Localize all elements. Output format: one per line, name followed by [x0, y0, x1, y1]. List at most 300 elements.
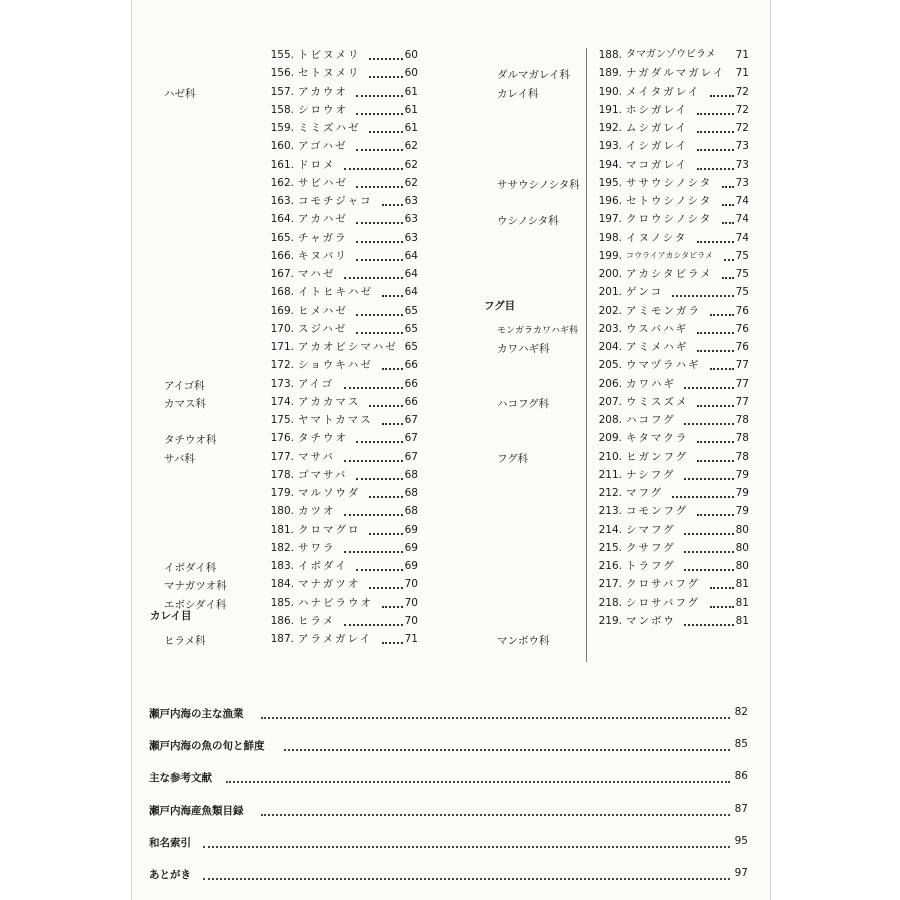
- entry-number: 187.: [270, 633, 294, 645]
- entry-name: ヒラメ: [298, 614, 336, 627]
- entry-number: 198.: [598, 231, 622, 244]
- leader-dots: [697, 168, 734, 170]
- entry-name: ヤマトカマス: [298, 414, 373, 426]
- entry-page-number: 73: [735, 158, 749, 171]
- entry-name: シマフグ: [626, 523, 676, 536]
- leader-dots: [344, 460, 403, 462]
- leader-dots: [356, 149, 403, 151]
- entry-number: 160.: [270, 140, 294, 153]
- leader-dots: [684, 478, 734, 480]
- leader-dots: [356, 569, 403, 571]
- family-heading: タチウオ科: [164, 434, 217, 447]
- entry-page-number: 60: [404, 49, 418, 61]
- entry-page-number: 64: [404, 286, 418, 299]
- entry-name: セトウシノシタ: [626, 195, 713, 207]
- toc-entry[interactable]: [149, 738, 748, 756]
- entry-name: アカオビシマハゼ: [298, 341, 398, 353]
- index-entry: [584, 192, 749, 210]
- entry-number: 211.: [598, 468, 622, 481]
- index-entry: [256, 119, 418, 137]
- index-entry: [584, 557, 749, 575]
- toc-title: 瀬戸内海産魚類目録: [149, 804, 244, 817]
- entry-page-number: 69: [404, 541, 418, 554]
- leader-dots: [344, 168, 403, 170]
- index-entry: [584, 302, 749, 320]
- entry-name: サビハゼ: [298, 176, 348, 189]
- index-entry: [584, 46, 749, 64]
- entry-name: アミメハギ: [626, 341, 689, 353]
- leader-dots: [369, 405, 403, 407]
- entry-name: トラフグ: [626, 560, 676, 572]
- entry-number: 191.: [598, 103, 622, 116]
- family-heading: イボダイ科: [164, 562, 217, 574]
- leader-dots: [684, 533, 734, 535]
- toc-entry[interactable]: [149, 835, 748, 853]
- entry-number: 167.: [270, 268, 294, 280]
- entry-name: アカハゼ: [298, 213, 348, 226]
- index-entry: [256, 83, 418, 101]
- entry-number: 190.: [598, 85, 622, 98]
- index-entry: [256, 356, 418, 374]
- toc-page-number: 97: [734, 867, 748, 879]
- toc-title: あとがき: [149, 869, 191, 881]
- entry-name: コウライアカシタビラメ: [626, 250, 713, 260]
- entry-name: タチウオ: [298, 432, 348, 445]
- index-entry: [256, 174, 418, 192]
- entry-page-number: 78: [735, 450, 749, 463]
- index-entry: [256, 393, 418, 411]
- entry-page-number: 68: [404, 505, 418, 518]
- entry-number: 163.: [270, 195, 294, 207]
- index-entry: [256, 338, 418, 356]
- index-entry: [256, 594, 418, 612]
- index-entry: [256, 229, 418, 247]
- toc-page-number: 87: [734, 802, 748, 815]
- index-entry: [584, 137, 749, 155]
- toc-page-number: 95: [734, 834, 748, 847]
- leader-dots: [722, 222, 734, 224]
- index-entry: [256, 630, 418, 648]
- family-heading: マナガツオ科: [164, 580, 227, 593]
- entry-name: マフグ: [626, 487, 664, 499]
- leader-dots: [684, 551, 734, 553]
- entry-number: 195.: [598, 176, 622, 189]
- leader-dots: [369, 76, 403, 78]
- entry-page-number: 65: [404, 322, 418, 335]
- leader-dots: [356, 113, 403, 115]
- index-entry: [584, 64, 749, 82]
- leader-dots: [369, 533, 403, 535]
- order-heading: フグ目: [484, 299, 516, 312]
- leader-dots: [356, 259, 403, 261]
- entry-page-number: 76: [735, 322, 749, 335]
- index-entry: [584, 174, 749, 192]
- leader-dots: [710, 95, 734, 97]
- entry-number: 208.: [598, 414, 622, 426]
- leader-dots: [710, 587, 734, 589]
- entry-page-number: 71: [404, 633, 418, 645]
- leader-dots: [697, 405, 734, 407]
- toc-title: 和名索引: [149, 836, 191, 849]
- entry-page-number: 62: [404, 140, 418, 153]
- entry-page-number: 77: [735, 377, 749, 390]
- toc-entry[interactable]: [149, 706, 748, 724]
- index-entry: [256, 448, 418, 466]
- entry-name: ウマヅラハギ: [626, 359, 701, 372]
- entry-name: アゴハゼ: [298, 140, 348, 153]
- entry-page-number: 79: [735, 505, 749, 518]
- entry-number: 172.: [270, 359, 294, 372]
- family-heading: フグ科: [497, 452, 529, 465]
- entry-number: 192.: [598, 122, 622, 134]
- index-entry: [584, 283, 749, 301]
- index-entry: [584, 338, 749, 356]
- entry-name: イシガレイ: [626, 140, 688, 153]
- entry-number: 214.: [598, 523, 622, 536]
- family-heading: マンボウ科: [497, 635, 550, 647]
- family-heading: アイゴ科: [164, 379, 205, 392]
- entry-page-number: 75: [735, 249, 749, 262]
- entry-name: タマガンゾウビラメ: [626, 49, 716, 60]
- entry-name: ナシフグ: [626, 468, 676, 481]
- entry-name: チャガラ: [298, 231, 348, 244]
- entry-number: 185.: [270, 596, 294, 609]
- index-entry: [256, 575, 418, 593]
- entry-name: トビヌメリ: [298, 49, 361, 61]
- index-entry: [256, 247, 418, 265]
- leader-dots: [344, 551, 403, 553]
- index-entry: [584, 539, 749, 557]
- entry-name: イボダイ: [298, 560, 348, 572]
- leader-dots: [697, 332, 734, 334]
- entry-page-number: 68: [404, 487, 418, 499]
- entry-number: 170.: [270, 322, 294, 335]
- toc-page-number: 85: [734, 738, 748, 751]
- entry-number: 217.: [598, 578, 622, 591]
- entry-number: 207.: [598, 395, 622, 408]
- leader-dots: [684, 423, 734, 425]
- entry-page-number: 75: [735, 268, 749, 280]
- index-entry: [584, 429, 749, 447]
- toc-page-number: 86: [734, 770, 748, 783]
- leader-dots: [369, 496, 403, 498]
- entry-page-number: 79: [735, 487, 749, 499]
- entry-number: 212.: [598, 487, 622, 499]
- index-entry: [256, 484, 418, 502]
- entry-name: ドロメ: [298, 158, 336, 171]
- entry-number: 155.: [270, 49, 294, 61]
- leader-dots: [697, 241, 734, 243]
- entry-name: ムシガレイ: [626, 122, 688, 134]
- entry-page-number: 70: [404, 614, 418, 627]
- entry-name: スジハゼ: [298, 322, 348, 335]
- index-entry: [256, 375, 418, 393]
- index-entry: [584, 229, 749, 247]
- index-entry: [584, 612, 749, 630]
- entry-name: マルソウダ: [298, 487, 361, 499]
- entry-name: ウスバハギ: [626, 322, 689, 335]
- toc-page-number: 82: [734, 706, 748, 718]
- entry-number: 201.: [598, 286, 622, 299]
- leader-dots: [284, 749, 731, 751]
- family-heading: カマス科: [164, 397, 206, 410]
- entry-page-number: 62: [404, 176, 418, 189]
- leader-dots: [356, 95, 403, 97]
- entry-name: キタマクラ: [626, 432, 689, 445]
- entry-page-number: 65: [404, 341, 418, 353]
- entry-name: イトヒキハゼ: [298, 286, 373, 299]
- entry-name: アミモンガラ: [626, 304, 701, 317]
- leader-dots: [226, 781, 730, 783]
- entry-page-number: 60: [404, 67, 418, 80]
- entry-page-number: 80: [735, 560, 749, 572]
- index-entry: [256, 612, 418, 630]
- entry-page-number: 77: [735, 359, 749, 372]
- entry-name: シロウオ: [298, 103, 348, 116]
- entry-number: 166.: [270, 249, 294, 262]
- entry-page-number: 79: [735, 468, 749, 481]
- index-entry: [584, 594, 749, 612]
- toc-entry[interactable]: [149, 867, 748, 885]
- index-entry: [584, 265, 749, 283]
- leader-dots: [672, 295, 734, 297]
- entry-number: 210.: [598, 450, 622, 463]
- entry-page-number: 63: [404, 195, 418, 207]
- entry-name: ミミズハゼ: [298, 122, 361, 134]
- entry-page-number: 62: [404, 158, 418, 171]
- entry-page-number: 68: [404, 468, 418, 481]
- entry-page-number: 63: [404, 213, 418, 226]
- index-entry: [256, 265, 418, 283]
- entry-number: 173.: [270, 377, 294, 390]
- family-heading: ウシノシタ科: [497, 215, 559, 228]
- entry-name: キヌバリ: [298, 249, 348, 262]
- entry-number: 183.: [270, 560, 294, 572]
- entry-name: クロマグロ: [298, 523, 361, 536]
- entry-number: 182.: [270, 541, 294, 554]
- entry-number: 200.: [598, 268, 622, 280]
- entry-name: カツオ: [298, 505, 336, 518]
- leader-dots: [203, 878, 730, 880]
- entry-name: ゲンコ: [626, 286, 664, 299]
- index-entry: [584, 375, 749, 393]
- entry-name: ホシガレイ: [626, 103, 688, 116]
- entry-page-number: 72: [735, 103, 749, 116]
- entry-name: マナガツオ: [298, 578, 361, 591]
- entry-name: マハゼ: [298, 268, 336, 280]
- entry-page-number: 66: [404, 359, 418, 372]
- entry-number: 219.: [598, 614, 622, 627]
- index-entry: [256, 502, 418, 520]
- index-entry: [256, 320, 418, 338]
- entry-number: 180.: [270, 505, 294, 518]
- entry-number: 199.: [598, 249, 622, 262]
- index-entry: [584, 393, 749, 411]
- family-heading: ヒラメ科: [164, 635, 206, 647]
- index-entry: [256, 137, 418, 155]
- index-entry: [256, 101, 418, 119]
- index-entry: [584, 521, 749, 539]
- entry-number: 175.: [270, 414, 294, 426]
- leader-dots: [369, 587, 403, 589]
- index-entry: [584, 502, 749, 520]
- entry-number: 179.: [270, 487, 294, 499]
- entry-number: 188.: [598, 49, 622, 61]
- index-entry: [256, 302, 418, 320]
- leader-dots: [344, 624, 403, 626]
- entry-page-number: 72: [735, 85, 749, 98]
- entry-number: 177.: [270, 450, 294, 463]
- entry-number: 205.: [598, 359, 622, 372]
- family-heading: カワハギ科: [497, 343, 550, 355]
- leader-dots: [697, 460, 734, 462]
- index-entry: [584, 210, 749, 228]
- leader-dots: [382, 204, 403, 206]
- leader-dots: [710, 606, 734, 608]
- family-heading: サバ科: [164, 452, 195, 465]
- entry-number: 165.: [270, 231, 294, 244]
- entry-number: 206.: [598, 377, 622, 390]
- leader-dots: [356, 222, 403, 224]
- entry-name: ショウキハゼ: [298, 359, 373, 372]
- leader-dots: [382, 642, 403, 644]
- leader-dots: [722, 186, 734, 188]
- entry-page-number: 71: [735, 67, 749, 80]
- entry-number: 162.: [270, 176, 294, 189]
- entry-name: アカシタビラメ: [626, 268, 713, 280]
- entry-number: 159.: [270, 122, 294, 134]
- entry-page-number: 65: [404, 304, 418, 317]
- family-heading: ササウシノシタ科: [497, 178, 580, 191]
- family-heading: ハゼ科: [164, 87, 196, 100]
- leader-dots: [356, 441, 403, 443]
- entry-name: マンボウ: [626, 614, 676, 627]
- entry-page-number: 69: [404, 523, 418, 536]
- entry-page-number: 70: [404, 578, 418, 591]
- entry-name: クロウシノシタ: [626, 213, 713, 226]
- entry-number: 169.: [270, 304, 294, 317]
- leader-dots: [697, 350, 734, 352]
- leader-dots: [356, 332, 403, 334]
- entry-page-number: 61: [404, 103, 418, 116]
- entry-name: アカカマス: [298, 395, 361, 408]
- entry-page-number: 74: [735, 195, 749, 207]
- entry-name: アカウオ: [298, 85, 348, 98]
- index-entry: [256, 156, 418, 174]
- leader-dots: [684, 387, 734, 389]
- index-entry: [256, 210, 418, 228]
- entry-page-number: 69: [404, 560, 418, 572]
- leader-dots: [710, 368, 734, 370]
- index-entry: [256, 192, 418, 210]
- entry-name: ササウシノシタ: [626, 176, 713, 189]
- leader-dots: [724, 259, 734, 261]
- entry-page-number: 73: [735, 140, 749, 153]
- family-heading: ハコフグ科: [497, 397, 550, 410]
- entry-name: ゴマサバ: [298, 468, 348, 481]
- leader-dots: [261, 717, 731, 719]
- leader-dots: [697, 514, 734, 516]
- entry-page-number: 67: [404, 432, 418, 445]
- entry-page-number: 81: [735, 596, 749, 609]
- leader-dots: [356, 314, 403, 316]
- entry-number: 218.: [598, 596, 622, 609]
- entry-number: 178.: [270, 468, 294, 481]
- index-entry: [256, 283, 418, 301]
- entry-number: 216.: [598, 560, 622, 572]
- entry-page-number: 81: [735, 614, 749, 627]
- leader-dots: [684, 569, 734, 571]
- entry-number: 181.: [270, 523, 294, 536]
- leader-dots: [722, 277, 734, 279]
- entry-page-number: 74: [735, 213, 749, 226]
- index-entry: [584, 156, 749, 174]
- entry-page-number: 64: [404, 249, 418, 262]
- leader-dots: [356, 186, 403, 188]
- leader-dots: [344, 277, 403, 279]
- family-heading: モンガラカワハギ科: [497, 325, 579, 336]
- toc-entry[interactable]: [149, 803, 748, 821]
- entry-page-number: 78: [735, 432, 749, 445]
- entry-name: コモンフグ: [626, 505, 689, 518]
- leader-dots: [382, 606, 403, 608]
- entry-name: ハコフグ: [626, 414, 676, 426]
- entry-page-number: 61: [404, 122, 418, 134]
- index-entry: [256, 466, 418, 484]
- index-entry: [584, 575, 749, 593]
- entry-name: ヒガンフグ: [626, 450, 689, 463]
- entry-page-number: 75: [735, 286, 749, 299]
- leader-dots: [382, 295, 403, 297]
- entry-number: 213.: [598, 505, 622, 518]
- family-heading: エボシダイ科: [164, 598, 227, 611]
- index-entry: [584, 484, 749, 502]
- leader-dots: [369, 58, 403, 60]
- entry-page-number: 73: [735, 176, 749, 189]
- index-entry: [584, 356, 749, 374]
- entry-name: アラメガレイ: [298, 633, 373, 645]
- entry-page-number: 67: [404, 414, 418, 426]
- entry-page-number: 70: [404, 596, 418, 609]
- leader-dots: [697, 441, 734, 443]
- leader-dots: [710, 314, 734, 316]
- entry-name: アイゴ: [298, 377, 335, 390]
- toc-title: 瀬戸内海の主な漁業: [149, 708, 244, 720]
- entry-name: サワラ: [298, 541, 336, 554]
- entry-name: ヒメハゼ: [298, 304, 348, 317]
- entry-name: ハナビラウオ: [298, 596, 373, 609]
- entry-number: 161.: [270, 158, 294, 171]
- entry-number: 186.: [270, 614, 294, 627]
- entry-name: シロサバフグ: [626, 596, 701, 609]
- entry-page-number: 78: [735, 414, 749, 426]
- leader-dots: [261, 814, 731, 816]
- entry-number: 203.: [598, 322, 622, 335]
- entry-number: 202.: [598, 304, 622, 317]
- toc-title: 主な参考文献: [149, 772, 212, 785]
- leader-dots: [722, 204, 734, 206]
- leader-dots: [672, 496, 734, 498]
- entry-name: クサフグ: [626, 541, 676, 554]
- index-entry: [584, 411, 749, 429]
- index-entry: [256, 64, 418, 82]
- toc-entry[interactable]: [149, 770, 748, 788]
- entry-name: コモチジャコ: [298, 195, 373, 207]
- entry-number: 196.: [598, 195, 622, 207]
- entry-number: 157.: [270, 85, 294, 98]
- entry-number: 171.: [270, 341, 294, 353]
- leader-dots: [684, 624, 734, 626]
